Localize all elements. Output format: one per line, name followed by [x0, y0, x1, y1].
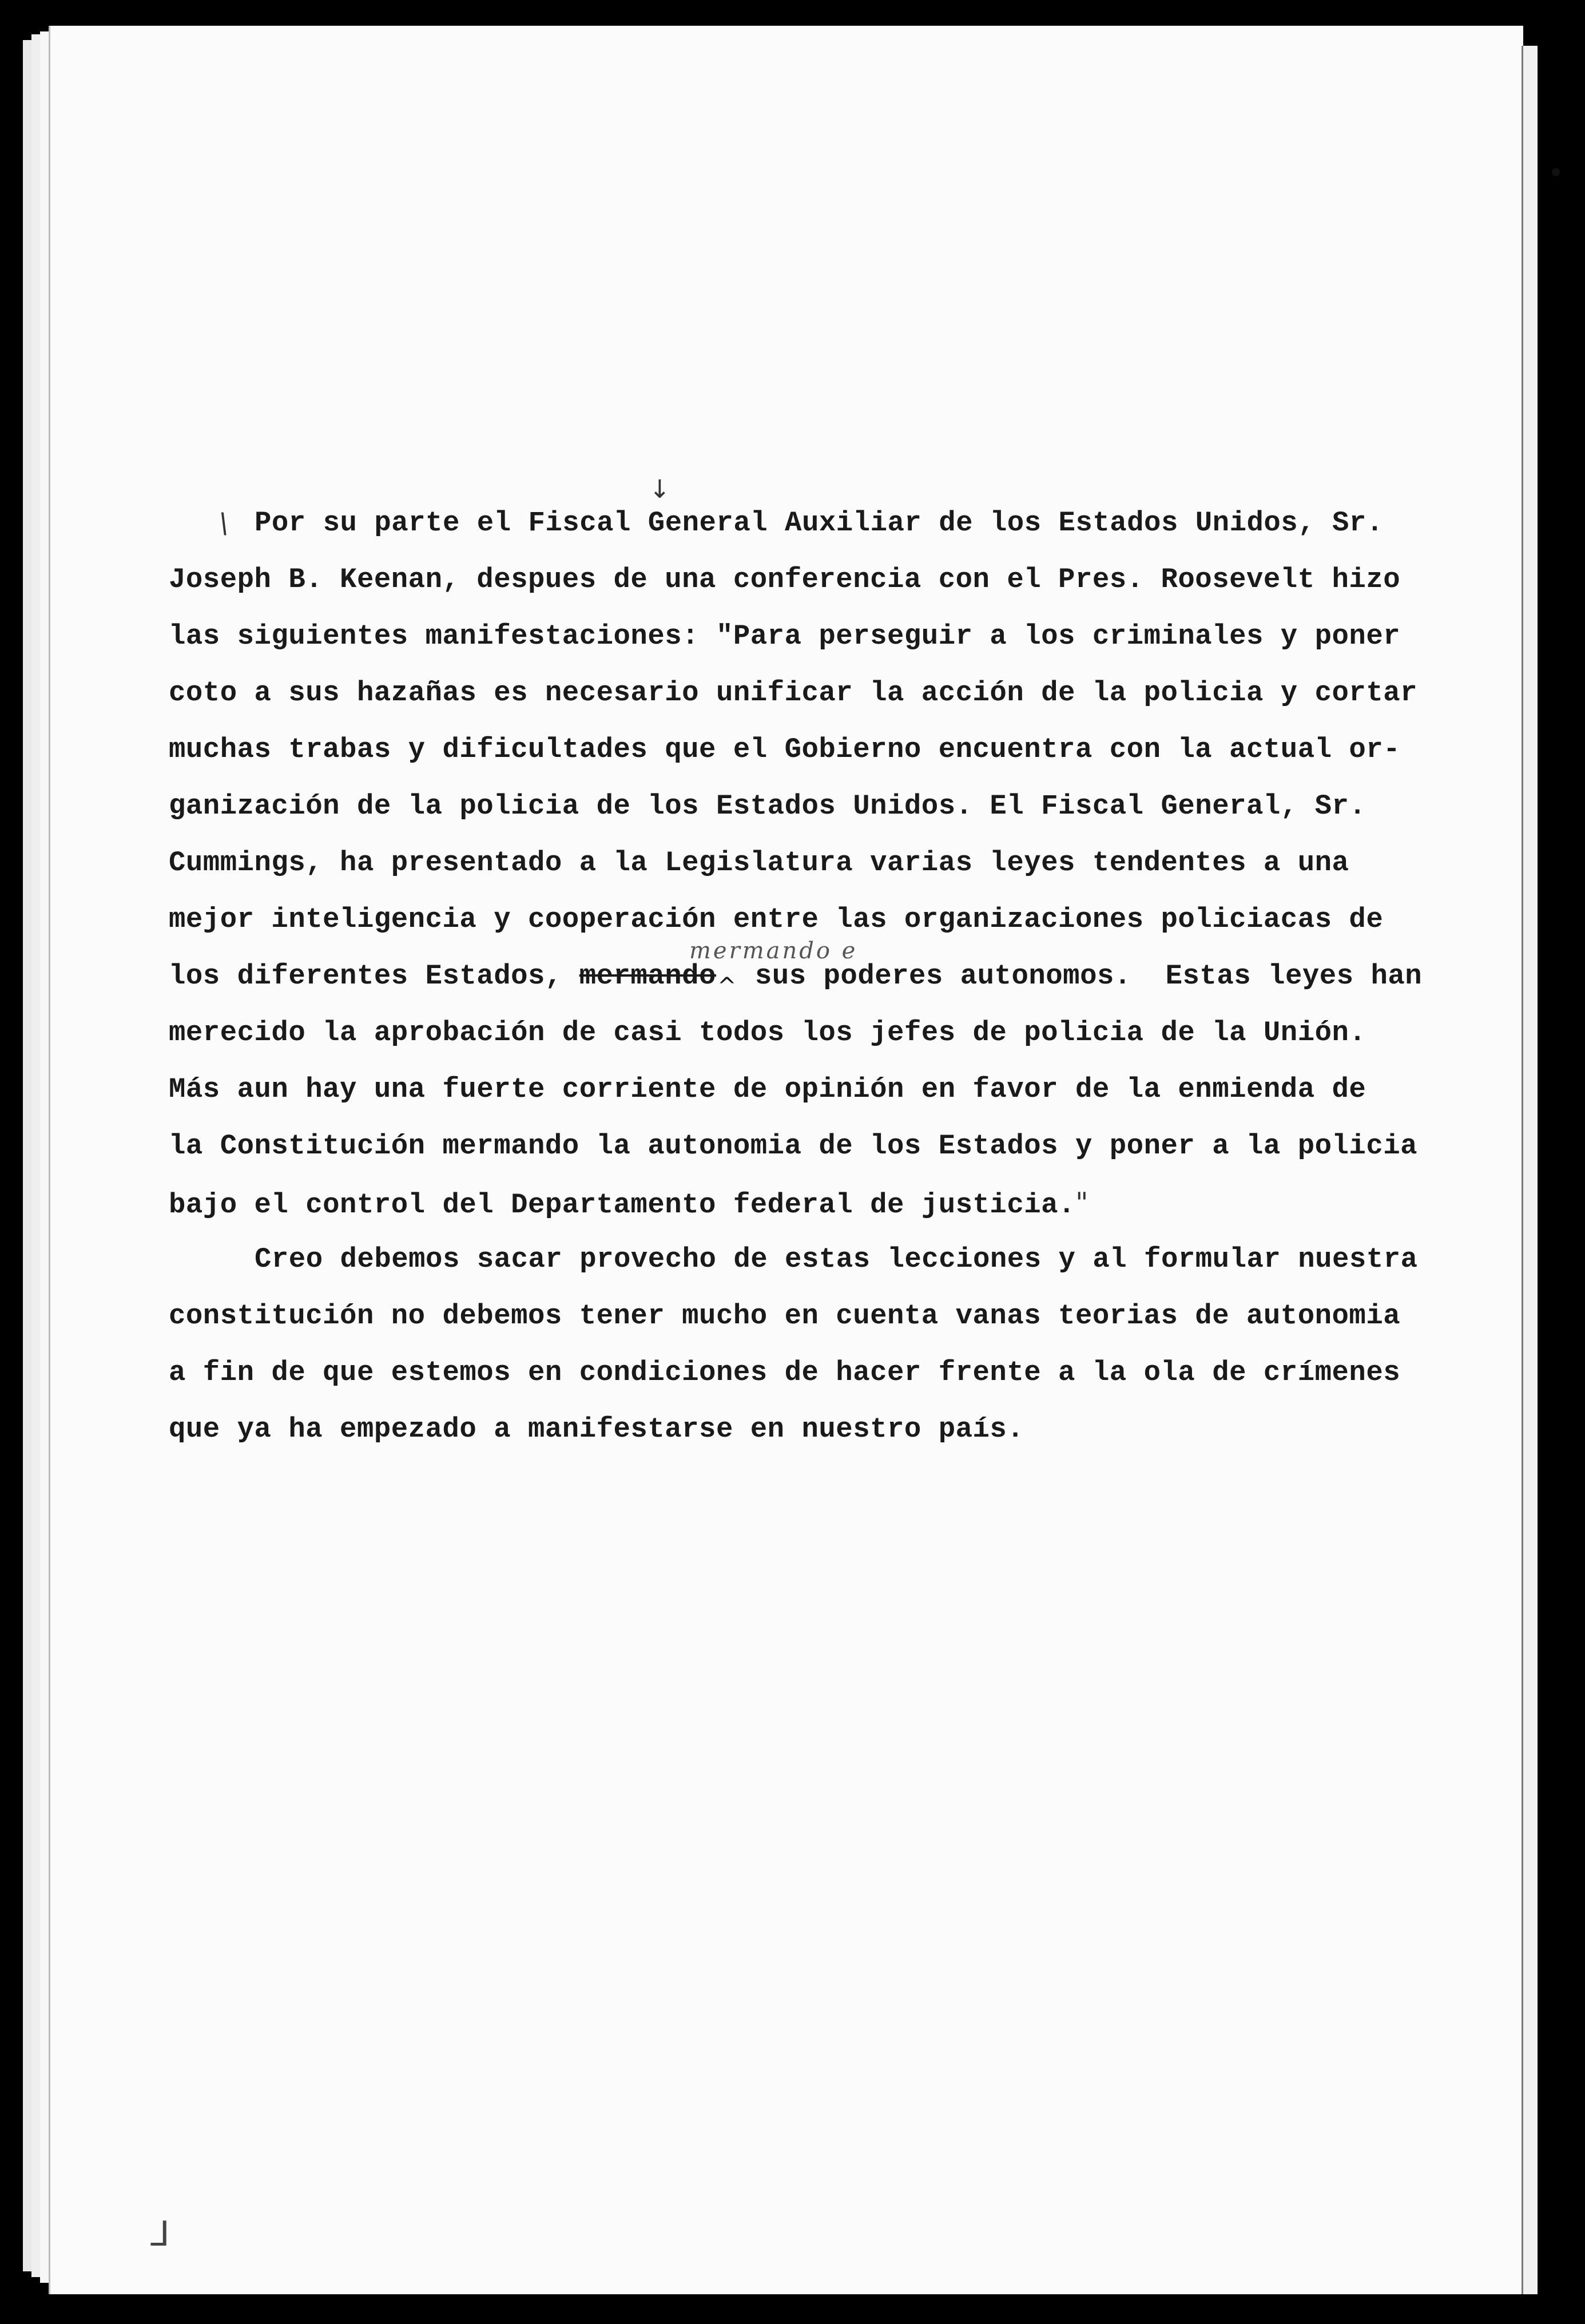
- punch-dot: [1552, 168, 1560, 176]
- text-line-content: Por su parte el Fiscal General Auxiliar de los Estados Unidos, Sr.: [255, 507, 1384, 539]
- text-line: coto a sus hazañas es necesario unificar la acción de la policia y cortar: [169, 677, 1418, 709]
- paragraph-mark: \: [219, 507, 229, 540]
- text-line: Más aun hay una fuerte corriente de opinión en favor de la enmienda de: [169, 1073, 1366, 1105]
- struck-word: mermando: [579, 960, 716, 992]
- text-line: Cummings, ha presentado a la Legislatura varias leyes tendentes a una: [169, 847, 1349, 879]
- text-line: que ya ha empezado a manifestarse en nuestro país.: [169, 1413, 1024, 1445]
- text-line: [169, 1175, 1484, 1231]
- text-line: la Constitución mermando la autonomia de los Estados y poner a la policia: [169, 1130, 1418, 1162]
- document-body: [169, 495, 1484, 1458]
- page-edge-right: [1522, 46, 1538, 2294]
- text-line-content: bajo el control del Departamento federal de justicia.: [169, 1189, 1075, 1221]
- text-line: Joseph B. Keenan, despues de una conferencia con el Pres. Roosevelt hizo: [169, 564, 1401, 596]
- text-line: ganización de la policia de los Estados Unidos. El Fiscal General, Sr.: [169, 790, 1366, 822]
- text-segment: sus poderes autonomos. Estas leyes han: [737, 960, 1423, 992]
- handwritten-insert: mermando e: [689, 938, 858, 964]
- text-line: mejor inteligencia y cooperación entre las organizaciones policiacas de: [169, 903, 1384, 935]
- text-line-correction: [169, 938, 1484, 1005]
- text-line: merecido la aprobación de casi todos los jefes de policia de la Unión.: [169, 1017, 1366, 1049]
- text-line: [169, 495, 1484, 552]
- text-segment: los diferentes Estados,: [169, 960, 579, 992]
- text-line: Creo debemos sacar provecho de estas lecciones y al formular nuestra: [255, 1243, 1418, 1275]
- text-line: a fin de que estemos en condiciones de hacer frente a la ola de crímenes: [169, 1357, 1401, 1389]
- arrow-mark: ↓: [649, 475, 670, 504]
- insertion-caret: ^: [717, 973, 737, 1000]
- text-line: muchas trabas y dificultades que el Gobierno encuentra con la actual or-: [169, 733, 1401, 766]
- closing-quote-mark: ": [1075, 1187, 1089, 1219]
- text-line: constitución no debemos tener mucho en cuenta vanas teorias de autonomia: [169, 1300, 1401, 1332]
- bottom-margin-mark: ᒧ: [149, 2214, 170, 2254]
- text-line: las siguientes manifestaciones: "Para perseguir a los criminales y poner: [169, 620, 1401, 652]
